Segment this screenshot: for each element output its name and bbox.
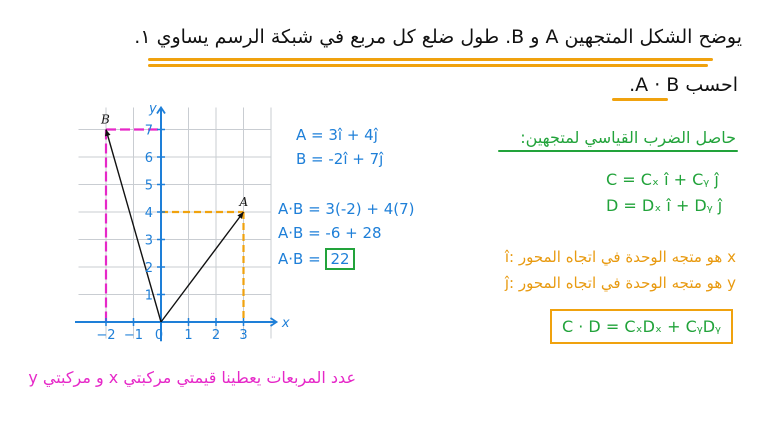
vectors bbox=[105, 130, 243, 323]
dot-product-formula: C · D = CₓDₓ + CᵧDᵧ bbox=[550, 309, 733, 344]
vector-graph bbox=[75, 100, 290, 345]
work-dot-result bbox=[278, 250, 355, 268]
y-tick-label: 1 bbox=[144, 288, 153, 304]
x-tick-label: 2 bbox=[211, 328, 221, 343]
component-guides bbox=[106, 130, 244, 323]
definition-vector-d: D = Dₓ î + Dᵧ ĵ bbox=[606, 196, 723, 215]
vector-b-label: B bbox=[101, 112, 110, 127]
definition-vector-c: C = Cₓ î + Cᵧ ĵ bbox=[606, 170, 719, 189]
tick-labels bbox=[96, 101, 289, 343]
definition-title: حاصل الضرب القياسي لمتجهين: bbox=[520, 128, 736, 147]
answer-box: 22 bbox=[325, 248, 354, 270]
x-axis-label: x bbox=[281, 316, 290, 331]
components-note: عدد المربعات يعطينا قيمتي مركبتي x و مركبتي y bbox=[28, 368, 356, 387]
x-tick-label: −2 bbox=[96, 328, 116, 343]
definition-title-underline bbox=[498, 150, 738, 152]
x-tick-label: 3 bbox=[239, 328, 248, 343]
y-tick-label: 4 bbox=[144, 206, 153, 221]
j-hat-note: ĵ: هو متجه الوحدة في اتجاه المحور y bbox=[504, 274, 736, 292]
question-underline-1 bbox=[148, 58, 713, 61]
y-axis-label: y bbox=[149, 101, 157, 117]
y-tick-label: 7 bbox=[144, 123, 153, 139]
origin-label: 0 bbox=[154, 328, 164, 343]
x-tick-label: −1 bbox=[123, 328, 144, 343]
question-underline-3 bbox=[612, 98, 668, 101]
vector-a-label: A bbox=[239, 195, 249, 209]
y-tick-label: 3 bbox=[144, 233, 153, 249]
y-tick-label: 2 bbox=[144, 261, 153, 276]
work-dot-step-1: A·B = 3(-2) + 4(7) bbox=[278, 200, 415, 218]
x-tick-label: 1 bbox=[184, 328, 193, 343]
question-line-2: احسب A · B. bbox=[629, 74, 738, 96]
y-tick-label: 6 bbox=[144, 151, 153, 166]
question-line-1: يوضح الشكل المتجهين A و B. طول ضلع كل مربع في شبكة الرسم يساوي ١. bbox=[134, 26, 742, 48]
i-hat-note: î: هو متجه الوحدة في اتجاه المحور x bbox=[504, 248, 736, 266]
work-dot-result-prefix: A·B = bbox=[278, 250, 321, 268]
work-dot-step-2: A·B = -6 + 28 bbox=[278, 224, 382, 242]
y-tick-label: 5 bbox=[144, 178, 153, 194]
work-vector-a: A = 3î + 4ĵ bbox=[296, 126, 378, 144]
question-underline-2 bbox=[148, 64, 708, 67]
work-vector-b: B = -2î + 7ĵ bbox=[296, 150, 384, 168]
